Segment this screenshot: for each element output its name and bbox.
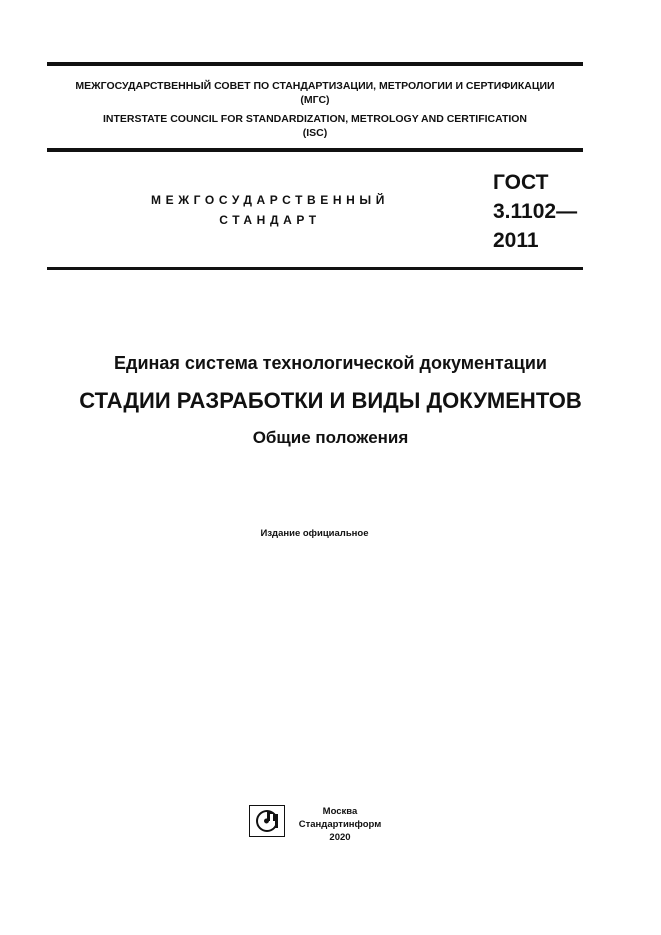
bottom-rule xyxy=(47,267,583,270)
council-name-ru xyxy=(47,79,583,107)
publisher-block xyxy=(298,805,382,844)
standard-code xyxy=(493,168,583,255)
edition-note: Издание официальное xyxy=(260,528,369,539)
standard-type-line2: СТАНДАРТ xyxy=(219,213,321,227)
main-title: СТАДИИ РАЗРАБОТКИ И ВИДЫ ДОКУМЕНТОВ xyxy=(79,388,582,413)
system-title: Единая система технологической документации xyxy=(114,353,547,373)
council-name-en xyxy=(47,112,583,140)
council-ru-text: МЕЖГОСУДАРСТВЕННЫЙ СОВЕТ ПО СТАНДАРТИЗАЦИИ, МЕТРОЛОГИИ И СЕРТИФИКАЦИИ xyxy=(75,80,555,92)
publisher-city: Москва xyxy=(322,806,358,817)
standard-code-line2: 3.1102— xyxy=(493,200,578,223)
standard-type-line1: МЕЖГОСУДАРСТВЕННЫЙ xyxy=(151,193,389,207)
standard-type xyxy=(150,190,390,230)
subtitle: Общие положения xyxy=(252,428,409,447)
council-en-text: INTERSTATE COUNCIL FOR STANDARDIZATION, METROLOGY AND CERTIFICATION xyxy=(102,113,528,125)
standard-code-line1: ГОСТ xyxy=(493,171,549,194)
publisher-year: 2020 xyxy=(329,832,351,843)
council-en-abbr: (ISC) xyxy=(302,127,328,139)
publisher-name: Стандартинформ xyxy=(298,819,382,830)
standard-code-line3: 2011 xyxy=(493,229,539,252)
top-rule xyxy=(47,62,583,66)
standartinform-logo-icon xyxy=(249,805,285,837)
middle-rule xyxy=(47,148,583,152)
council-ru-abbr: (МГС) xyxy=(300,94,330,106)
